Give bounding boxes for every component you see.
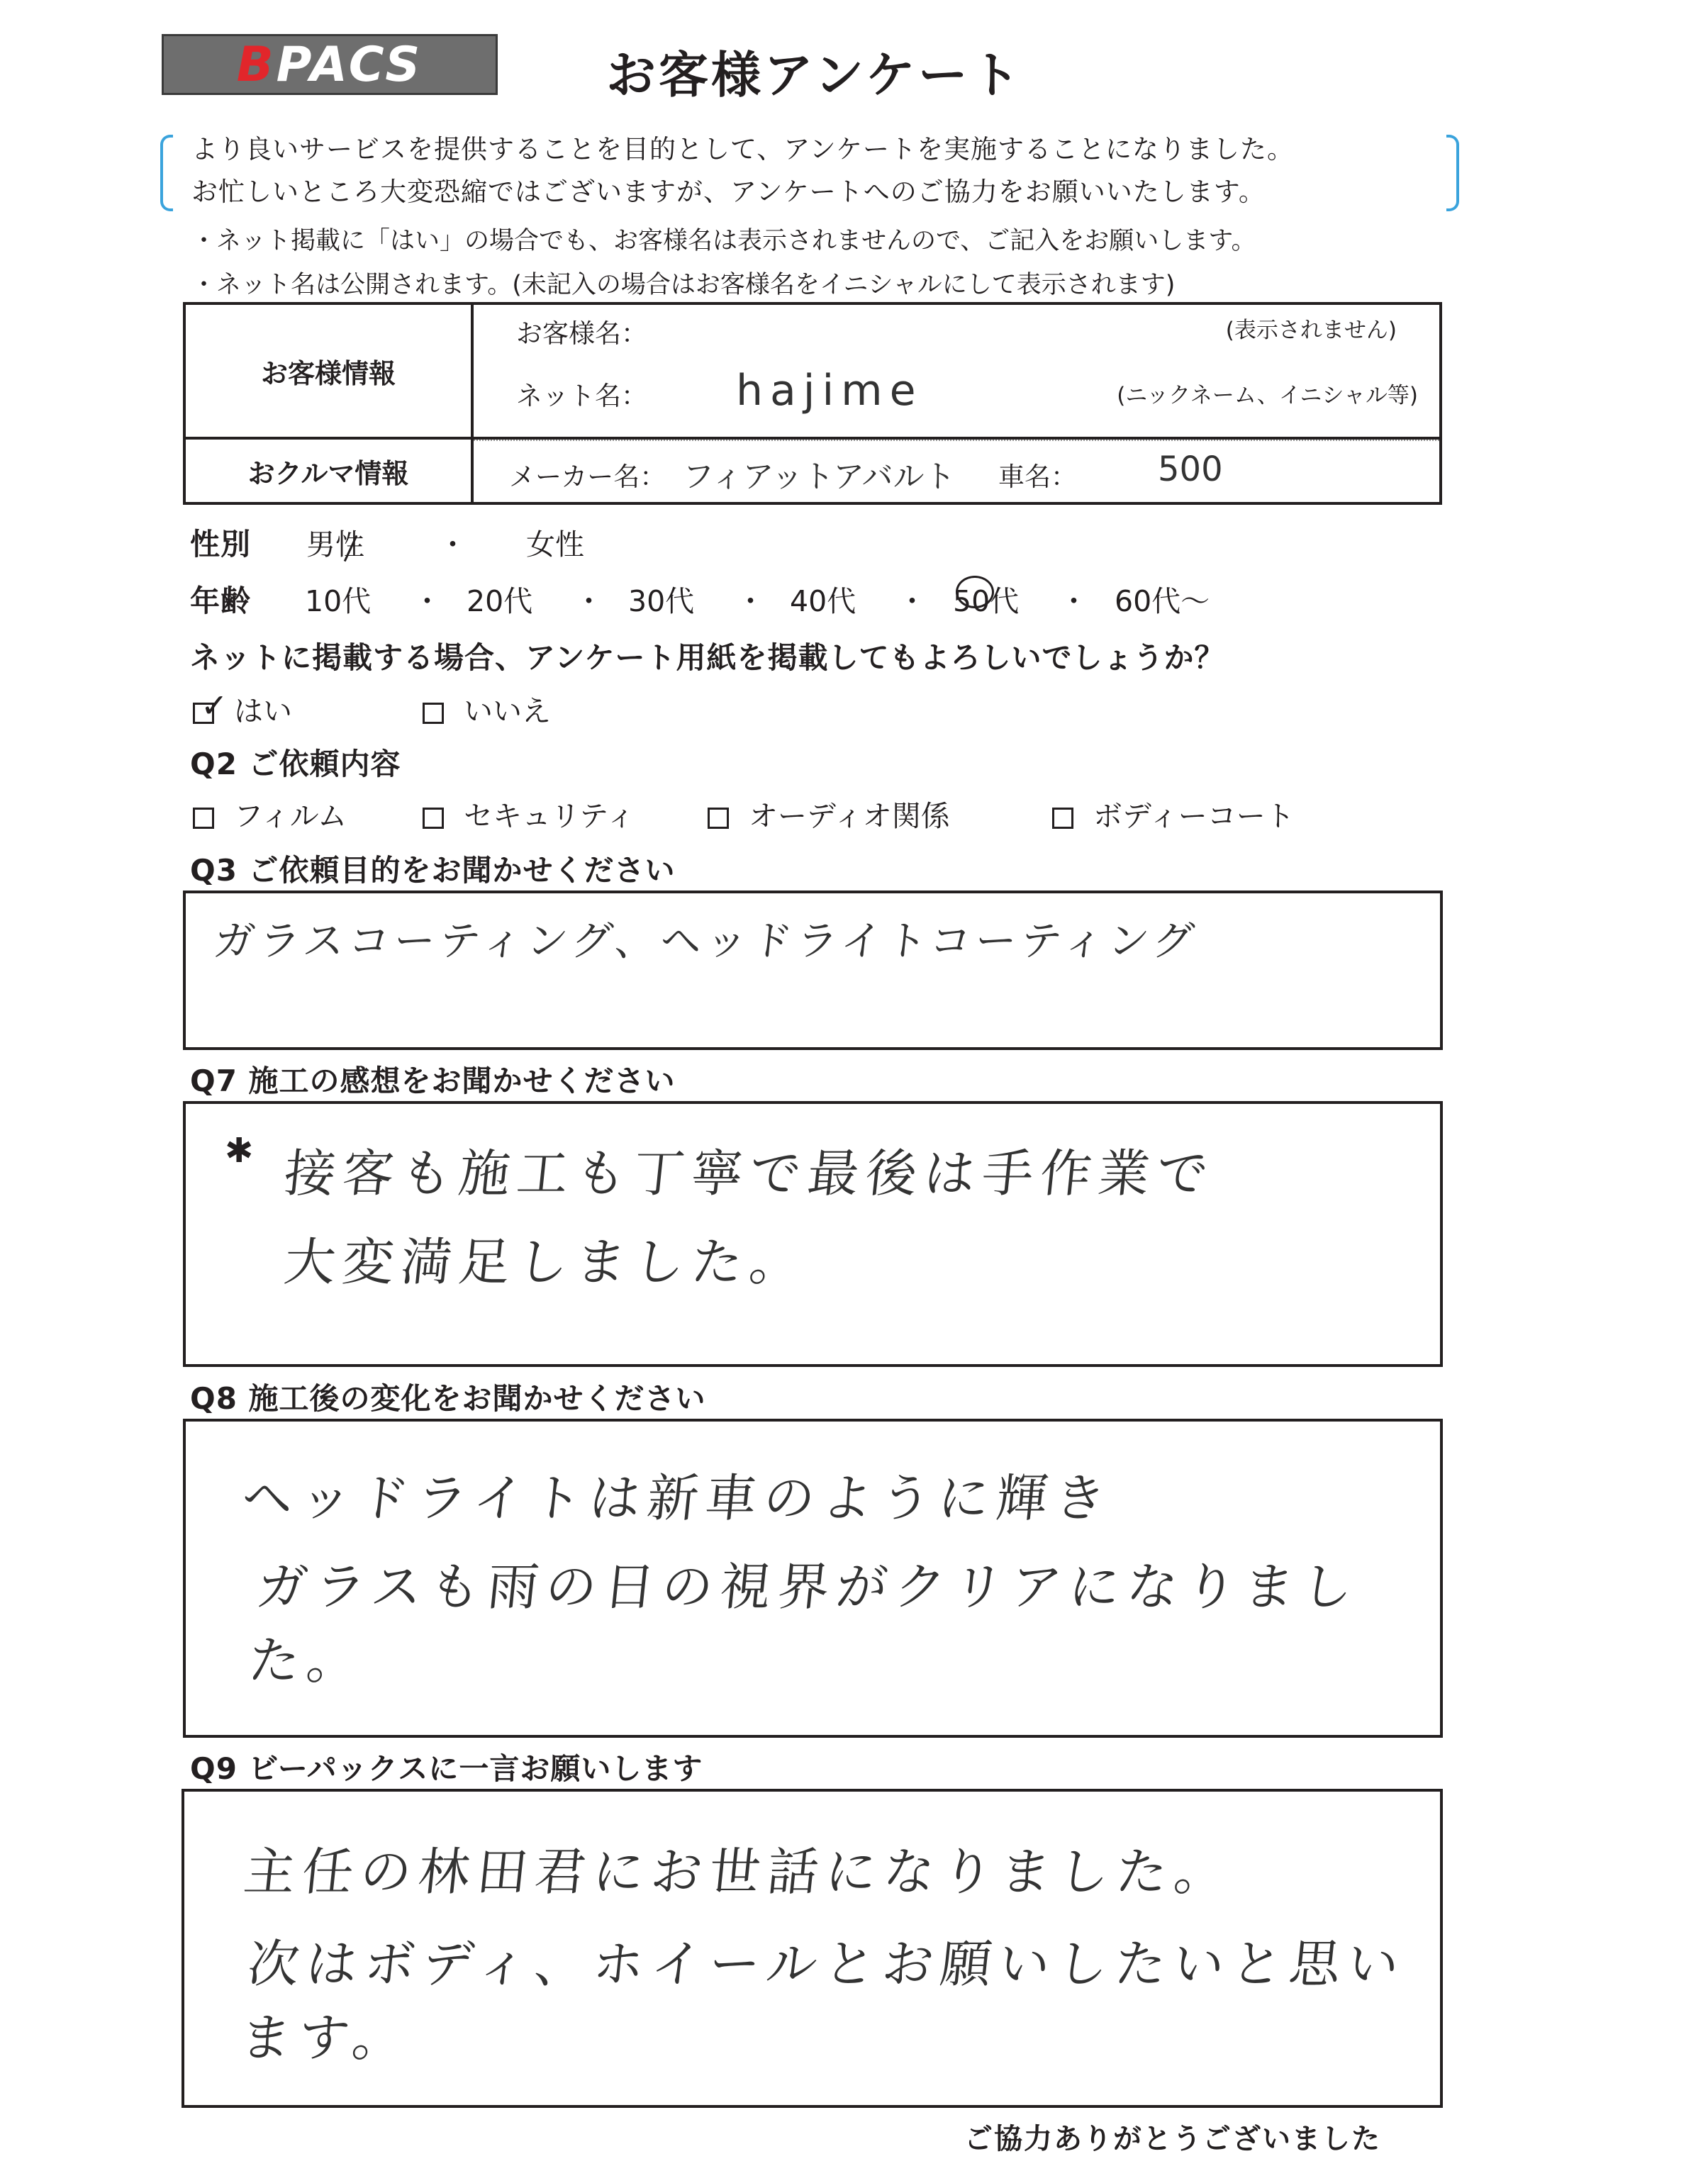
model-value[interactable]: 500 — [1158, 450, 1223, 489]
q9-answer-box[interactable] — [182, 1789, 1443, 2108]
star-mark: ✱ — [225, 1131, 254, 1171]
q8-question: Q8 施工後の変化をお聞かせください — [190, 1381, 706, 1416]
q7-answer-box[interactable] — [183, 1101, 1443, 1367]
q1-yes-label: はい — [234, 694, 292, 728]
age-option-50s[interactable]: 50代 — [953, 584, 1020, 618]
q8-answer-box[interactable] — [183, 1419, 1443, 1738]
net-name-hint: (ニックネーム、イニシャル等) — [1117, 383, 1418, 408]
q3-question: Q3 ご依頼目的をお聞かせください — [190, 853, 676, 888]
q2-audio-label: オーディオ関係 — [749, 799, 950, 833]
checkbox-audio[interactable] — [708, 808, 729, 829]
age-separator-1: ・ — [413, 584, 442, 618]
checkbox-film[interactable] — [193, 808, 214, 829]
q9-answer-line-2: 次はボディ、ホイールとお願いしたいと思います。 — [237, 1934, 1410, 2067]
q2-option-security[interactable] — [423, 793, 635, 834]
age-option-60s-plus[interactable]: 60代～ — [1115, 584, 1210, 618]
check-mark-yes: ✓ — [201, 686, 228, 725]
q2-option-audio[interactable] — [708, 793, 950, 834]
age-option-20s[interactable]: 20代 — [467, 584, 533, 618]
q7-answer-line-1: 接客も施工も丁寧で最後は手作業で — [281, 1144, 1218, 1203]
age-label: 年齢 — [190, 584, 252, 618]
q2-film-label: フィルム — [234, 799, 347, 833]
model-label: 車名： — [998, 462, 1077, 492]
age-option-10s[interactable]: 10代 — [305, 584, 372, 618]
age-option-30s[interactable]: 30代 — [628, 584, 695, 618]
gender-option-male[interactable]: 男性 — [306, 527, 364, 562]
gender-separator: ・ — [438, 527, 467, 562]
checkbox-security[interactable] — [423, 808, 444, 829]
q8-answer-line-1: ヘッドライトは新車のように輝き — [238, 1468, 1116, 1528]
bpacs-logo — [162, 34, 498, 95]
gender-option-female[interactable]: 女性 — [526, 527, 584, 562]
q1-option-no[interactable] — [423, 688, 551, 730]
q3-answer: ガラスコーティング、ヘッドライトコーティング — [211, 917, 1201, 965]
q2-security-label: セキュリティ — [464, 799, 635, 833]
customer-info-cell — [472, 303, 1441, 438]
q3-answer-box[interactable] — [183, 891, 1443, 1050]
customer-info-label: お客様情報 — [184, 303, 472, 438]
q2-option-bodycoat[interactable] — [1052, 793, 1295, 834]
gender-label: 性別 — [190, 527, 252, 562]
q8-answer-line-2: ガラスも雨の日の視界がクリアになりました。 — [245, 1557, 1363, 1690]
q7-answer-line-2: 大変満足しました。 — [281, 1232, 811, 1292]
customer-info-table — [183, 302, 1442, 505]
age-separator-4: ・ — [898, 584, 927, 618]
q2-question: Q2 ご依頼内容 — [190, 747, 401, 781]
net-name-label: ネット名： — [516, 381, 647, 411]
age-separator-3: ・ — [736, 584, 765, 618]
q9-answer-line-1: 主任の林田君にお世話になりました。 — [240, 1842, 1236, 1902]
page-title: お客様アンケート — [606, 46, 1023, 104]
thanks-message: ご協力ありがとうございました — [964, 2123, 1381, 2155]
left-bracket — [160, 135, 173, 211]
logo-letter-b: B — [236, 36, 277, 93]
net-name-value[interactable]: hajime — [736, 366, 923, 415]
logo-text: PACS — [276, 36, 423, 93]
q1-no-label: いいえ — [464, 694, 551, 728]
maker-label: メーカー名： — [509, 462, 666, 492]
q1-question: ネットに掲載する場合、アンケート用紙を掲載してもよろしいでしょうか？ — [190, 640, 1225, 675]
intro-line-2: お忙しいところ大変恐縮ではございますが、アンケートへのご協力をお願いいたします。 — [191, 177, 1266, 207]
q7-question: Q7 施工の感想をお聞かせください — [190, 1064, 676, 1098]
car-info-cell — [472, 438, 1441, 503]
q2-bodycoat-label: ボディーコート — [1093, 799, 1295, 833]
note-line-2: ・ネット名は公開されます。(未記入の場合はお客様名をイニシャルにして表示されます) — [191, 271, 1176, 299]
q9-question: Q9 ビーパックスに一言お願いします — [190, 1751, 703, 1786]
maker-value[interactable]: フィアットアバルト — [683, 459, 956, 495]
right-bracket — [1446, 135, 1459, 211]
q2-option-film[interactable] — [193, 793, 347, 834]
age-50s-circle-mark — [956, 576, 994, 608]
intro-line-1: より良いサービスを提供することを目的として、アンケートを実施することになりました。 — [191, 134, 1295, 164]
customer-name-label: お客様名： — [516, 318, 647, 349]
age-separator-2: ・ — [574, 584, 603, 618]
car-info-label: おクルマ情報 — [184, 438, 472, 503]
customer-name-hint: (表示されません) — [1225, 318, 1397, 343]
age-separator-5: ・ — [1059, 584, 1088, 618]
checkbox-bodycoat[interactable] — [1052, 808, 1073, 829]
age-option-40s[interactable]: 40代 — [790, 584, 856, 618]
checkbox-no[interactable] — [423, 703, 444, 724]
note-line-1: ・ネット掲載に「はい」の場合でも、お客様名は表示されませんので、ご記入をお願いします。 — [191, 227, 1256, 255]
